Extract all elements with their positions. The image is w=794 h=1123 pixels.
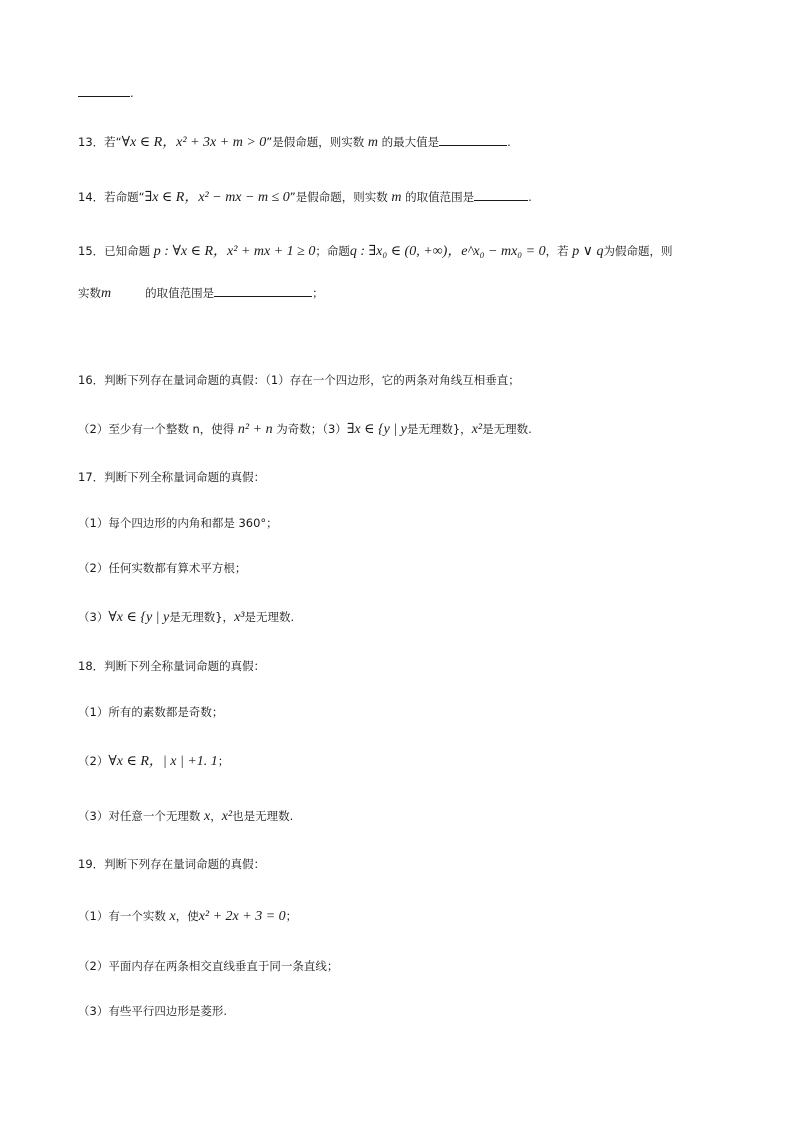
- q17-math-2: x³: [234, 610, 245, 625]
- q15-text-5: 实数: [78, 286, 101, 300]
- q18-math-1: ∀x ∈ R，| x | +1. 1: [108, 754, 218, 769]
- q18-item-2b: ；: [217, 754, 230, 768]
- question-15-line-2: [78, 284, 324, 303]
- question-19-item-2: [78, 957, 338, 975]
- q16-text-2a: （2）至少有一个整数 n，使得: [78, 422, 235, 436]
- question-16-line-1: [78, 371, 520, 389]
- q13-text-1: 若“: [104, 135, 122, 149]
- q14-var: m: [391, 190, 402, 205]
- q19-math-1: x: [169, 909, 176, 924]
- q15-text-1: 已知命题: [104, 244, 151, 258]
- q16-text-1: 16．判断下列存在量词命题的真假：（1）存在一个四边形，它的两条对角线互相垂直；: [78, 373, 520, 387]
- question-14: [78, 188, 532, 207]
- q15-p-or-q: p ∨ q: [572, 244, 604, 259]
- q16-text-2c: 是无理数}，: [406, 422, 472, 436]
- q16-math-3: x²: [471, 422, 483, 437]
- q18-item-2a: （2）: [78, 754, 109, 768]
- q16-math-1: n² + n: [237, 422, 273, 437]
- q14-number: 14．: [78, 190, 105, 204]
- q17-math-1: ∀x ∈ {y | y: [108, 610, 170, 625]
- question-13: [78, 133, 511, 152]
- q18-item-3b: ，: [210, 809, 222, 823]
- q17-item-3c: 是无理数.: [244, 610, 295, 624]
- q12-answer-blank: [78, 84, 130, 97]
- q19-head: 19．判断下列存在量词命题的真假：: [78, 857, 266, 871]
- question-17-item-2: [78, 559, 246, 577]
- q15-proposition-q: q : ∃x₀ ∈ (0, +∞)，e^x₀ − mx₀ = 0: [349, 244, 546, 259]
- q17-item-1: （1）每个四边形的内角和都是 360°；: [78, 516, 278, 530]
- question-18-head: [78, 657, 265, 675]
- q17-item-3a: （3）: [78, 610, 109, 624]
- q16-text-2d: 是无理数.: [482, 422, 532, 436]
- q16-math-2: ∃x ∈ {y | y: [346, 422, 407, 437]
- question-19-item-1: [78, 907, 297, 926]
- q14-text-2: ”是假命题，则实数: [289, 190, 388, 204]
- q13-math: ∀x ∈ R，x² + 3x + m > 0: [121, 135, 267, 150]
- q14-answer-blank: [474, 188, 528, 201]
- question-17-item-1: [78, 514, 278, 532]
- q13-text-3: 的最大值是: [381, 135, 440, 149]
- q14-text-4: .: [528, 190, 532, 204]
- q19-item-2: （2）平面内存在两条相交直线垂直于同一条直线；: [78, 959, 339, 973]
- q15-text-2: ；命题: [315, 244, 350, 258]
- question-18-item-2: [78, 752, 229, 771]
- q12-tail: .: [130, 86, 134, 100]
- q13-var: m: [367, 135, 379, 150]
- q14-text-1: 若命题“: [104, 190, 145, 204]
- q18-item-3a: （3）对任意一个无理数: [78, 809, 201, 823]
- q15-number: 15．: [78, 244, 105, 258]
- q19-item-3: （3）有些平行四边形是菱形.: [78, 1004, 227, 1018]
- q12-answer-line: [78, 84, 134, 102]
- q15-text-7: ；: [312, 286, 324, 300]
- q15-text-4: 为假命题，则: [603, 244, 673, 258]
- q13-number: 13．: [78, 135, 105, 149]
- question-19-head: [78, 855, 265, 873]
- q15-text-3: ，若: [545, 244, 569, 258]
- q18-head: 18．判断下列全称量词命题的真假：: [78, 659, 266, 673]
- question-18-item-3: [78, 807, 293, 826]
- q15-proposition-p: p : ∀x ∈ R，x² + mx + 1 ≥ 0: [153, 244, 316, 259]
- q19-math-2: x² + 2x + 3 = 0: [198, 909, 286, 924]
- q13-answer-blank: [439, 133, 507, 146]
- q19-item-1c: ；: [285, 909, 298, 923]
- q19-item-1a: （1）有一个实数: [78, 909, 166, 923]
- question-15: [78, 242, 673, 261]
- q18-math-1b: x: [203, 809, 211, 824]
- question-16-line-2: [78, 420, 532, 439]
- q15-var: m: [101, 286, 112, 301]
- q19-item-1b: ，使: [175, 909, 199, 923]
- q13-text-4: .: [507, 135, 511, 149]
- q14-text-3: 的取值范围是: [405, 190, 475, 204]
- q17-item-2: （2）任何实数都有算术平方根；: [78, 561, 247, 575]
- q17-item-3b: 是无理数}，: [169, 610, 235, 624]
- q15-text-6: 的取值范围是: [145, 286, 215, 300]
- q14-math: ∃x ∈ R，x² − mx − m ≤ 0: [144, 190, 290, 205]
- question-19-item-3: [78, 1002, 227, 1020]
- q13-text-2: ”是假命题，则实数: [266, 135, 365, 149]
- question-17-head: [78, 468, 265, 486]
- q16-text-2b: 为奇数；（3）: [276, 422, 347, 436]
- question-18-item-1: [78, 703, 223, 721]
- q15-answer-blank: [214, 284, 312, 297]
- q18-math-2: x²: [221, 809, 233, 824]
- q18-item-3c: 也是无理数.: [232, 809, 294, 823]
- q18-item-1: （1）所有的素数都是奇数；: [78, 705, 224, 719]
- q17-head: 17．判断下列全称量词命题的真假：: [78, 470, 266, 484]
- question-17-item-3: [78, 608, 294, 627]
